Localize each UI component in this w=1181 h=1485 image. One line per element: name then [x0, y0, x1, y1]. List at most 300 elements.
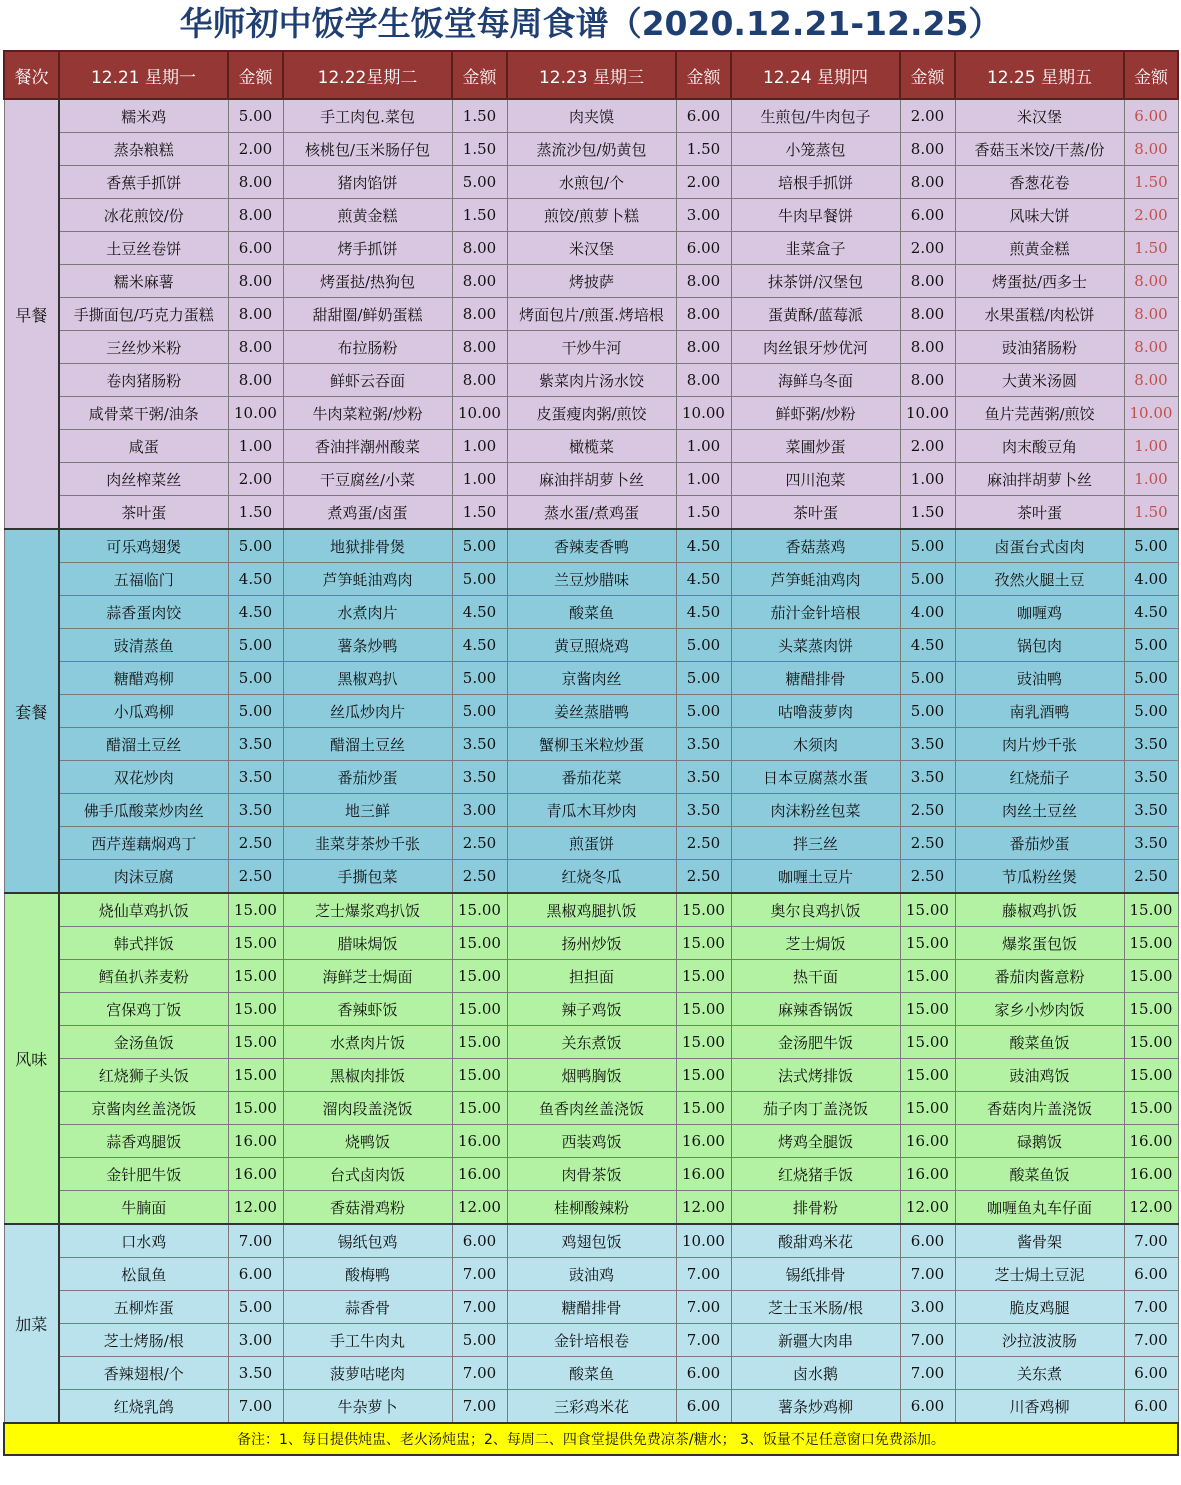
dish-cell: 冰花煎饺/份 [59, 199, 228, 232]
price-cell: 16.00 [676, 1125, 731, 1158]
price-cell: 2.50 [228, 860, 283, 894]
dish-cell: 煮鸡蛋/卤蛋 [283, 496, 452, 530]
dish-cell: 咸蛋 [59, 430, 228, 463]
dish-cell: 三丝炒米粉 [59, 331, 228, 364]
dish-cell: 番茄炒蛋 [955, 827, 1124, 860]
price-cell: 4.50 [676, 529, 731, 563]
price-cell: 5.00 [1124, 529, 1178, 563]
dish-cell: 香菇滑鸡粉 [283, 1191, 452, 1225]
dish-cell: 咖喱鸡 [955, 596, 1124, 629]
dish-cell: 豉油鸭 [955, 662, 1124, 695]
price-cell: 3.00 [228, 1324, 283, 1357]
dish-cell: 醋溜土豆丝 [59, 728, 228, 761]
page-title: 华师初中饭学生饭堂每周食谱（2020.12.21-12.25） [179, 4, 1002, 43]
dish-cell: 麻油拌胡萝卜丝 [955, 463, 1124, 496]
dish-cell: 姜丝蒸腊鸭 [507, 695, 676, 728]
dish-cell: 肉沫豆腐 [59, 860, 228, 894]
price-cell: 5.00 [228, 662, 283, 695]
price-cell: 15.00 [1124, 927, 1178, 960]
dish-cell: 麻油拌胡萝卜丝 [507, 463, 676, 496]
price-cell: 1.00 [676, 430, 731, 463]
dish-cell: 川香鸡柳 [955, 1390, 1124, 1424]
dish-cell: 烧仙草鸡扒饭 [59, 893, 228, 927]
dish-cell: 热干面 [731, 960, 900, 993]
dish-cell: 肉丝银牙炒优河 [731, 331, 900, 364]
price-cell: 8.00 [452, 298, 507, 331]
price-cell: 6.00 [1124, 99, 1178, 133]
menu-row [4, 1092, 1178, 1125]
dish-cell: 茶叶蛋 [731, 496, 900, 530]
dish-cell: 糖醋排骨 [731, 662, 900, 695]
dish-cell: 鲜虾粥/炒粉 [731, 397, 900, 430]
price-cell: 15.00 [228, 893, 283, 927]
menu-row [4, 397, 1178, 430]
price-cell: 8.00 [1124, 331, 1178, 364]
price-cell: 6.00 [900, 1390, 955, 1424]
header-day-wed: 12.23 星期三 [507, 51, 676, 99]
dish-cell: 咕噜菠萝肉 [731, 695, 900, 728]
price-cell: 8.00 [900, 331, 955, 364]
price-cell: 3.50 [228, 728, 283, 761]
menu-row [4, 529, 1178, 563]
price-cell: 4.50 [228, 596, 283, 629]
price-cell: 5.00 [228, 695, 283, 728]
dish-cell: 咖喱鱼丸车仔面 [955, 1191, 1124, 1225]
price-cell: 2.50 [228, 827, 283, 860]
price-cell: 15.00 [1124, 960, 1178, 993]
dish-cell: 芝士玉米肠/根 [731, 1291, 900, 1324]
menu-row [4, 1324, 1178, 1357]
price-cell: 5.00 [228, 529, 283, 563]
dish-cell: 水果蛋糕/肉松饼 [955, 298, 1124, 331]
price-cell: 8.00 [228, 364, 283, 397]
dish-cell: 牛肉菜粒粥/炒粉 [283, 397, 452, 430]
dish-cell: 卷肉猪肠粉 [59, 364, 228, 397]
price-cell: 1.50 [228, 496, 283, 530]
dish-cell: 小笼蒸包 [731, 133, 900, 166]
header-meal: 餐次 [4, 51, 59, 99]
dish-cell: 大黄米汤圆 [955, 364, 1124, 397]
price-cell: 1.00 [228, 430, 283, 463]
price-cell: 8.00 [452, 331, 507, 364]
dish-cell: 薯条炒鸡柳 [731, 1390, 900, 1424]
dish-cell: 菠萝咕咾肉 [283, 1357, 452, 1390]
price-cell: 2.00 [676, 166, 731, 199]
price-cell: 16.00 [228, 1125, 283, 1158]
price-cell: 15.00 [900, 1059, 955, 1092]
price-cell: 2.50 [452, 860, 507, 894]
price-cell: 2.00 [228, 133, 283, 166]
dish-cell: 口水鸡 [59, 1224, 228, 1258]
dish-cell: 酸菜鱼 [507, 596, 676, 629]
dish-cell: 酸菜鱼 [507, 1357, 676, 1390]
menu-row [4, 430, 1178, 463]
price-cell: 7.00 [1124, 1224, 1178, 1258]
price-cell: 5.00 [1124, 662, 1178, 695]
price-cell: 3.50 [676, 794, 731, 827]
dish-cell: 担担面 [507, 960, 676, 993]
price-cell: 15.00 [228, 1026, 283, 1059]
dish-cell: 鸡翅包饭 [507, 1224, 676, 1258]
dish-cell: 土豆丝卷饼 [59, 232, 228, 265]
price-cell: 15.00 [900, 993, 955, 1026]
header-price: 金额 [452, 51, 507, 99]
price-cell: 5.00 [452, 662, 507, 695]
price-cell: 16.00 [452, 1125, 507, 1158]
section-set-meal-label: 套餐 [4, 529, 59, 893]
menu-row [4, 99, 1178, 133]
price-cell: 10.00 [452, 397, 507, 430]
dish-cell: 豉油鸡 [507, 1258, 676, 1291]
dish-cell: 兰豆炒腊味 [507, 563, 676, 596]
price-cell: 15.00 [900, 893, 955, 927]
dish-cell: 日本豆腐蒸水蛋 [731, 761, 900, 794]
dish-cell: 酱骨架 [955, 1224, 1124, 1258]
price-cell: 15.00 [228, 1059, 283, 1092]
price-cell: 1.00 [452, 430, 507, 463]
dish-cell: 糖醋排骨 [507, 1291, 676, 1324]
price-cell: 5.00 [676, 662, 731, 695]
price-cell: 15.00 [676, 1026, 731, 1059]
dish-cell: 咸骨菜干粥/油条 [59, 397, 228, 430]
dish-cell: 手撕面包/巧克力蛋糕 [59, 298, 228, 331]
dish-cell: 肉丝榨菜丝 [59, 463, 228, 496]
price-cell: 4.00 [900, 596, 955, 629]
price-cell: 8.00 [676, 331, 731, 364]
dish-cell: 鱼香肉丝盖浇饭 [507, 1092, 676, 1125]
dish-cell: 芝士焗饭 [731, 927, 900, 960]
price-cell: 15.00 [228, 993, 283, 1026]
dish-cell: 丝瓜炒肉片 [283, 695, 452, 728]
price-cell: 8.00 [452, 232, 507, 265]
price-cell: 7.00 [1124, 1291, 1178, 1324]
price-cell: 3.00 [676, 199, 731, 232]
dish-cell: 香辣虾饭 [283, 993, 452, 1026]
dish-cell: 醋溜土豆丝 [283, 728, 452, 761]
menu-row [4, 1357, 1178, 1390]
price-cell: 3.50 [1124, 761, 1178, 794]
price-cell: 1.50 [676, 496, 731, 530]
dish-cell: 金针肥牛饭 [59, 1158, 228, 1191]
dish-cell: 松鼠鱼 [59, 1258, 228, 1291]
price-cell: 3.50 [676, 728, 731, 761]
dish-cell: 锡纸排骨 [731, 1258, 900, 1291]
dish-cell: 酸甜鸡米花 [731, 1224, 900, 1258]
dish-cell: 黑椒鸡扒 [283, 662, 452, 695]
price-cell: 15.00 [1124, 993, 1178, 1026]
price-cell: 8.00 [676, 298, 731, 331]
dish-cell: 烤蛋挞/西多士 [955, 265, 1124, 298]
price-cell: 15.00 [228, 1092, 283, 1125]
dish-cell: 红烧狮子头饭 [59, 1059, 228, 1092]
menu-row [4, 232, 1178, 265]
dish-cell: 肉末酸豆角 [955, 430, 1124, 463]
price-cell: 7.00 [452, 1390, 507, 1424]
dish-cell: 干炒牛河 [507, 331, 676, 364]
dish-cell: 芝士焗土豆泥 [955, 1258, 1124, 1291]
price-cell: 15.00 [1124, 893, 1178, 927]
menu-row [4, 662, 1178, 695]
dish-cell: 番茄炒蛋 [283, 761, 452, 794]
price-cell: 2.50 [900, 860, 955, 894]
dish-cell: 蒸杂粮糕 [59, 133, 228, 166]
dish-cell: 酸菜鱼饭 [955, 1026, 1124, 1059]
price-cell: 4.50 [452, 596, 507, 629]
dish-cell: 红烧冬瓜 [507, 860, 676, 894]
dish-cell: 手撕包菜 [283, 860, 452, 894]
price-cell: 2.50 [676, 827, 731, 860]
price-cell: 5.00 [1124, 695, 1178, 728]
price-cell: 4.50 [676, 596, 731, 629]
price-cell: 15.00 [676, 927, 731, 960]
price-cell: 10.00 [900, 397, 955, 430]
dish-cell: 法式烤排饭 [731, 1059, 900, 1092]
price-cell: 2.00 [900, 232, 955, 265]
price-cell: 15.00 [676, 960, 731, 993]
dish-cell: 蒜香蛋肉饺 [59, 596, 228, 629]
header-price: 金额 [228, 51, 283, 99]
dish-cell: 香辣麦香鸭 [507, 529, 676, 563]
price-cell: 5.00 [452, 166, 507, 199]
price-cell: 15.00 [452, 1092, 507, 1125]
price-cell: 15.00 [1124, 1092, 1178, 1125]
dish-cell: 芦笋蚝油鸡肉 [731, 563, 900, 596]
dish-cell: 南乳酒鸭 [955, 695, 1124, 728]
price-cell: 8.00 [900, 298, 955, 331]
menu-row [4, 960, 1178, 993]
price-cell: 1.50 [1124, 496, 1178, 530]
price-cell: 8.00 [900, 166, 955, 199]
dish-cell: 碌鹅饭 [955, 1125, 1124, 1158]
dish-cell: 风味大饼 [955, 199, 1124, 232]
dish-cell: 菜圃炒蛋 [731, 430, 900, 463]
section-flavor-label: 风味 [4, 893, 59, 1224]
dish-cell: 京酱肉丝 [507, 662, 676, 695]
dish-cell: 桂柳酸辣粉 [507, 1191, 676, 1225]
menu-row [4, 563, 1178, 596]
dish-cell: 沙拉波波肠 [955, 1324, 1124, 1357]
dish-cell: 黑椒鸡腿扒饭 [507, 893, 676, 927]
dish-cell: 小瓜鸡柳 [59, 695, 228, 728]
price-cell: 2.50 [900, 827, 955, 860]
dish-cell: 糖醋鸡柳 [59, 662, 228, 695]
price-cell: 4.50 [452, 629, 507, 662]
menu-row [4, 1224, 1178, 1258]
price-cell: 2.00 [900, 430, 955, 463]
dish-cell: 茄汁金针培根 [731, 596, 900, 629]
dish-cell: 鱼片芫茜粥/煎饺 [955, 397, 1124, 430]
dish-cell: 香菇蒸鸡 [731, 529, 900, 563]
price-cell: 12.00 [1124, 1191, 1178, 1225]
header-day-tue: 12.22星期二 [283, 51, 452, 99]
menu-row [4, 695, 1178, 728]
price-cell: 5.00 [900, 662, 955, 695]
dish-cell: 韩式拌饭 [59, 927, 228, 960]
price-cell: 6.00 [676, 1390, 731, 1424]
dish-cell: 红烧茄子 [955, 761, 1124, 794]
price-cell: 16.00 [452, 1158, 507, 1191]
dish-cell: 水煮肉片饭 [283, 1026, 452, 1059]
menu-row [4, 298, 1178, 331]
price-cell: 5.00 [676, 695, 731, 728]
menu-row [4, 596, 1178, 629]
dish-cell: 脆皮鸡腿 [955, 1291, 1124, 1324]
price-cell: 15.00 [676, 1092, 731, 1125]
price-cell: 6.00 [900, 199, 955, 232]
price-cell: 10.00 [1124, 397, 1178, 430]
dish-cell: 三彩鸡米花 [507, 1390, 676, 1424]
dish-cell: 煎蛋饼 [507, 827, 676, 860]
price-cell: 10.00 [676, 1224, 731, 1258]
price-cell: 2.50 [900, 794, 955, 827]
price-cell: 8.00 [676, 364, 731, 397]
menu-row [4, 463, 1178, 496]
price-cell: 3.50 [228, 1357, 283, 1390]
dish-cell: 煎黄金糕 [283, 199, 452, 232]
price-cell: 2.50 [452, 827, 507, 860]
price-cell: 1.50 [1124, 166, 1178, 199]
dish-cell: 海鲜芝士焗面 [283, 960, 452, 993]
price-cell: 6.00 [1124, 1258, 1178, 1291]
dish-cell: 西装鸡饭 [507, 1125, 676, 1158]
price-cell: 12.00 [900, 1191, 955, 1225]
dish-cell: 辣子鸡饭 [507, 993, 676, 1026]
price-cell: 16.00 [676, 1158, 731, 1191]
price-cell: 2.00 [228, 463, 283, 496]
price-cell: 6.00 [1124, 1390, 1178, 1424]
dish-cell: 台式卤肉饭 [283, 1158, 452, 1191]
dish-cell: 黄豆照烧鸡 [507, 629, 676, 662]
dish-cell: 烤鸡全腿饭 [731, 1125, 900, 1158]
dish-cell: 橄榄菜 [507, 430, 676, 463]
price-cell: 8.00 [1124, 265, 1178, 298]
price-cell: 5.00 [452, 563, 507, 596]
dish-cell: 金汤肥牛饭 [731, 1026, 900, 1059]
price-cell: 15.00 [228, 960, 283, 993]
menu-row [4, 728, 1178, 761]
dish-cell: 金汤鱼饭 [59, 1026, 228, 1059]
price-cell: 3.50 [1124, 827, 1178, 860]
price-cell: 8.00 [900, 133, 955, 166]
menu-row [4, 761, 1178, 794]
dish-cell: 西芹莲藕焖鸡丁 [59, 827, 228, 860]
price-cell: 8.00 [900, 364, 955, 397]
menu-body [4, 99, 1178, 1423]
price-cell: 8.00 [1124, 364, 1178, 397]
dish-cell: 扬州炒饭 [507, 927, 676, 960]
price-cell: 1.50 [1124, 232, 1178, 265]
price-cell: 15.00 [676, 1059, 731, 1092]
price-cell: 5.00 [228, 629, 283, 662]
price-cell: 16.00 [1124, 1125, 1178, 1158]
header-price: 金额 [900, 51, 955, 99]
price-cell: 15.00 [452, 1026, 507, 1059]
price-cell: 4.50 [1124, 596, 1178, 629]
dish-cell: 拌三丝 [731, 827, 900, 860]
dish-cell: 香葱花卷 [955, 166, 1124, 199]
price-cell: 8.00 [452, 364, 507, 397]
dish-cell: 茄子肉丁盖浇饭 [731, 1092, 900, 1125]
dish-cell: 香辣翅根/个 [59, 1357, 228, 1390]
dish-cell: 蟹柳玉米粒炒蛋 [507, 728, 676, 761]
price-cell: 6.00 [676, 99, 731, 133]
price-cell: 8.00 [1124, 298, 1178, 331]
dish-cell: 佛手瓜酸菜炒肉丝 [59, 794, 228, 827]
note-row [4, 1423, 1178, 1455]
price-cell: 5.00 [900, 695, 955, 728]
price-cell: 1.50 [452, 496, 507, 530]
menu-row [4, 496, 1178, 530]
dish-cell: 煎饺/煎萝卜糕 [507, 199, 676, 232]
price-cell: 5.00 [676, 629, 731, 662]
menu-row [4, 1390, 1178, 1424]
dish-cell: 香菇玉米饺/干蒸/份 [955, 133, 1124, 166]
price-cell: 3.00 [900, 1291, 955, 1324]
dish-cell: 地狱排骨煲 [283, 529, 452, 563]
price-cell: 5.00 [900, 529, 955, 563]
price-cell: 3.50 [1124, 794, 1178, 827]
dish-cell: 米汉堡 [507, 232, 676, 265]
dish-cell: 地三鲜 [283, 794, 452, 827]
price-cell: 7.00 [228, 1390, 283, 1424]
price-cell: 10.00 [228, 397, 283, 430]
price-cell: 1.50 [452, 99, 507, 133]
dish-cell: 奥尔良鸡扒饭 [731, 893, 900, 927]
price-cell: 3.50 [452, 728, 507, 761]
price-cell: 5.00 [228, 1291, 283, 1324]
price-cell: 15.00 [900, 927, 955, 960]
price-cell: 1.00 [1124, 463, 1178, 496]
price-cell: 5.00 [900, 563, 955, 596]
section-extra-dish-label: 加菜 [4, 1224, 59, 1423]
menu-row [4, 893, 1178, 927]
price-cell: 7.00 [676, 1258, 731, 1291]
dish-cell: 酸梅鸭 [283, 1258, 452, 1291]
price-cell: 2.00 [900, 99, 955, 133]
price-cell: 3.50 [228, 794, 283, 827]
dish-cell: 芦笋蚝油鸡肉 [283, 563, 452, 596]
header-price: 金额 [1124, 51, 1178, 99]
menu-row [4, 1026, 1178, 1059]
dish-cell: 新疆大肉串 [731, 1324, 900, 1357]
menu-row [4, 827, 1178, 860]
price-cell: 12.00 [452, 1191, 507, 1225]
menu-row [4, 629, 1178, 662]
dish-cell: 水煮肉片 [283, 596, 452, 629]
dish-cell: 肉沫粉丝包菜 [731, 794, 900, 827]
dish-cell: 薯条炒鸭 [283, 629, 452, 662]
dish-cell: 茶叶蛋 [59, 496, 228, 530]
price-cell: 12.00 [228, 1191, 283, 1225]
dish-cell: 烧鸭饭 [283, 1125, 452, 1158]
menu-row [4, 993, 1178, 1026]
price-cell: 3.50 [676, 761, 731, 794]
price-cell: 8.00 [900, 265, 955, 298]
menu-row [4, 860, 1178, 894]
dish-cell: 甜甜圈/鲜奶蛋糕 [283, 298, 452, 331]
menu-row [4, 794, 1178, 827]
dish-cell: 番茄肉酱意粉 [955, 960, 1124, 993]
price-cell: 8.00 [1124, 133, 1178, 166]
price-cell: 16.00 [228, 1158, 283, 1191]
price-cell: 1.00 [452, 463, 507, 496]
price-cell: 3.00 [452, 794, 507, 827]
price-cell: 1.50 [676, 133, 731, 166]
dish-cell: 金针培根卷 [507, 1324, 676, 1357]
price-cell: 3.50 [900, 728, 955, 761]
dish-cell: 五柳炸蛋 [59, 1291, 228, 1324]
dish-cell: 豉油猪肠粉 [955, 331, 1124, 364]
